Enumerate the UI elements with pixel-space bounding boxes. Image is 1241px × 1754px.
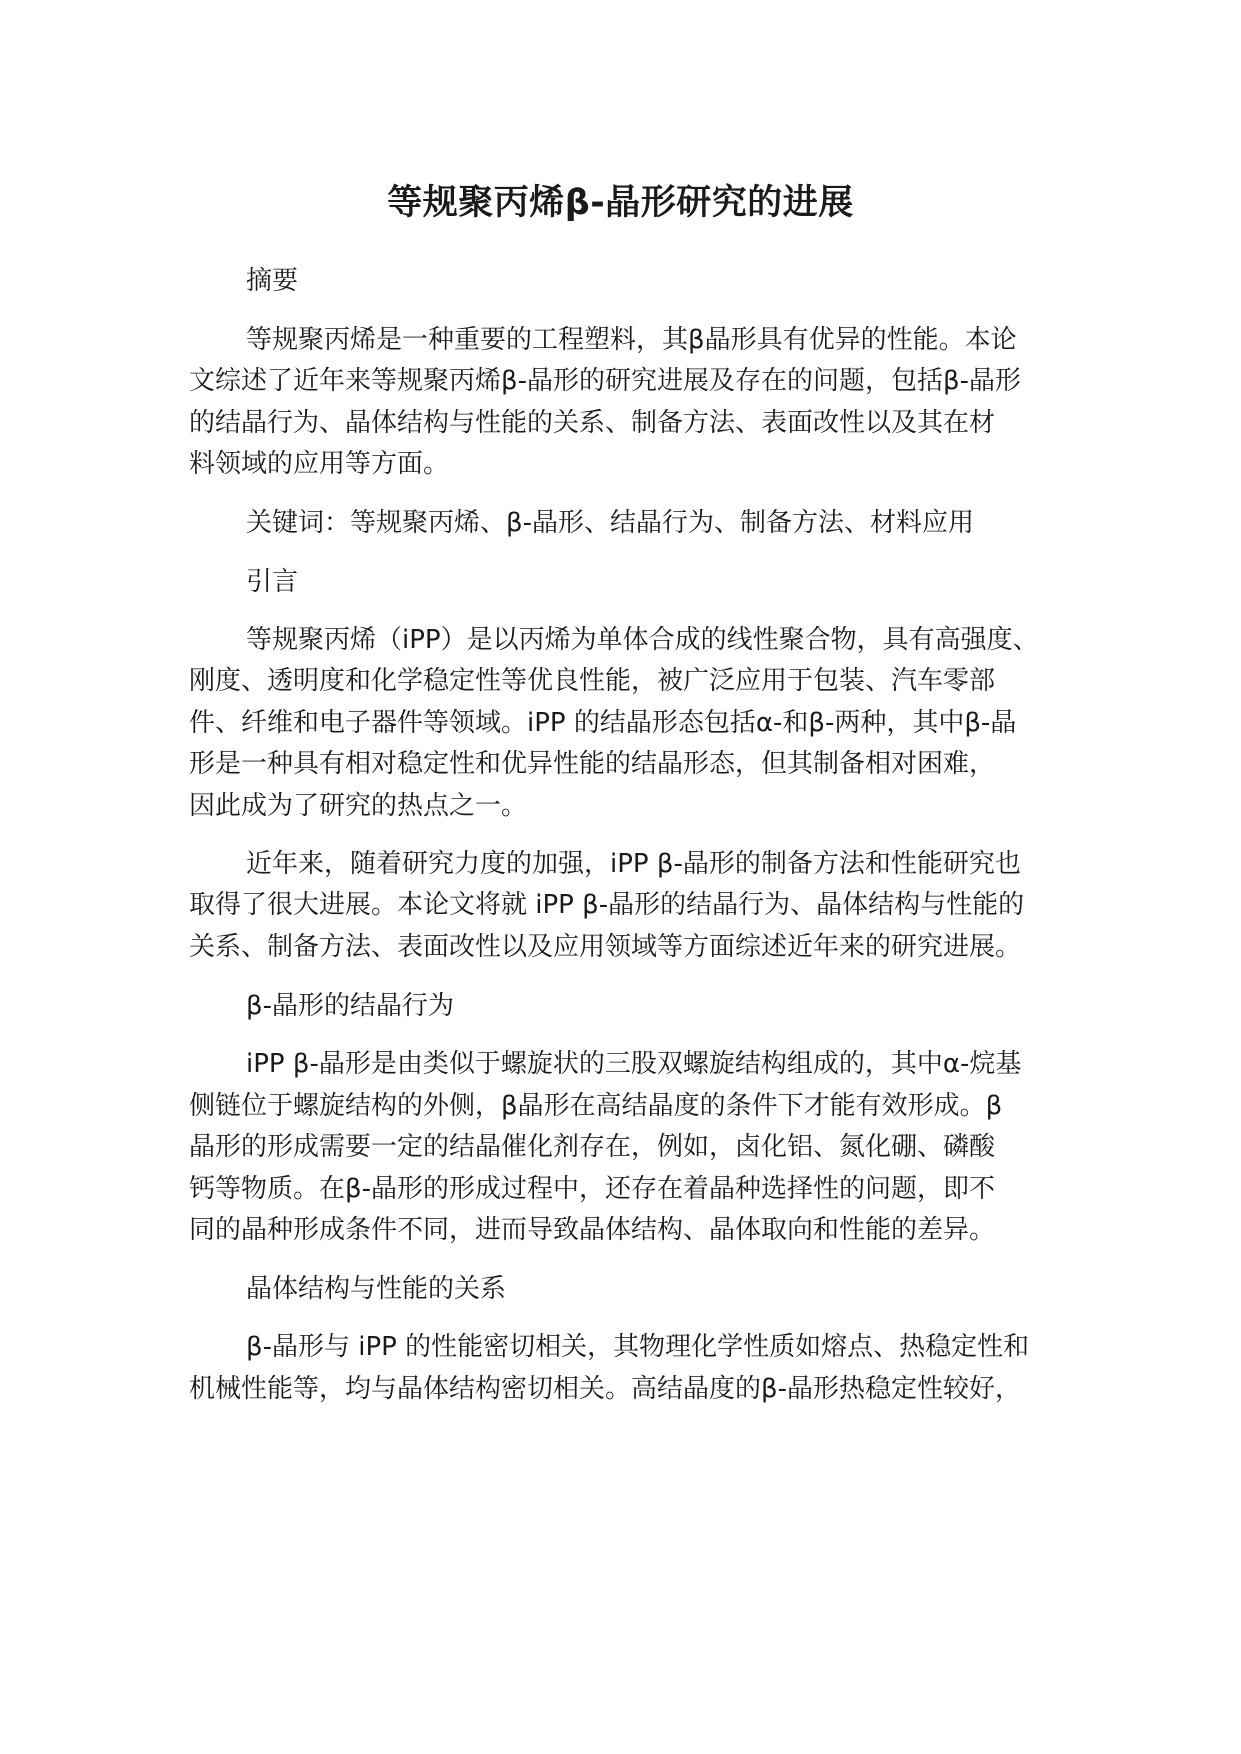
abstract-line: 料领域的应用等方面。 <box>189 449 450 479</box>
intro-p1-line: 形是一种具有相对稳定性和优异性能的结晶形态，但其制备相对困难， <box>189 749 996 779</box>
section2-line: β-晶形与 iPP 的性能密切相关，其物理化学性质如熔点、热稳定性和 <box>246 1332 1030 1362</box>
intro-p1-line: 件、纤维和电子器件等领域。iPP 的结晶形态包括α-和β-两种，其中β-晶 <box>189 708 1017 738</box>
intro-p2-line: 关系、制备方法、表面改性以及应用领域等方面综述近年来的研究进展。 <box>189 932 1022 962</box>
keywords-line: 关键词：等规聚丙烯、β-晶形、结晶行为、制备方法、材料应用 <box>246 508 974 538</box>
intro-p1-line: 因此成为了研究的热点之一。 <box>189 791 528 821</box>
section1-line: 同的晶种形成条件不同，进而导致晶体结构、晶体取向和性能的差异。 <box>189 1215 996 1245</box>
intro-p1-line: 等规聚丙烯（iPP）是以丙烯为单体合成的线性聚合物，具有高强度、 <box>246 625 1039 655</box>
section1-line: 钙等物质。在β-晶形的形成过程中，还存在着晶种选择性的问题，即不 <box>189 1174 995 1204</box>
section-heading-crystallization: β-晶形的结晶行为 <box>246 991 454 1021</box>
section-heading-structure-properties: 晶体结构与性能的关系 <box>246 1274 507 1304</box>
intro-heading: 引言 <box>246 567 299 597</box>
intro-p2-line: 近年来，随着研究力度的加强，iPP β-晶形的制备方法和性能研究也 <box>246 849 1021 879</box>
intro-p1-line: 刚度、透明度和化学稳定性等优良性能，被广泛应用于包装、汽车零部 <box>189 666 996 696</box>
abstract-line: 文综述了近年来等规聚丙烯β-晶形的研究进展及存在的问题，包括β-晶形 <box>189 366 1021 396</box>
abstract-line: 的结晶行为、晶体结构与性能的关系、制备方法、表面改性以及其在材 <box>189 408 996 438</box>
section1-line: 侧链位于螺旋结构的外侧，β晶形在高结晶度的条件下才能有效形成。β <box>189 1091 1003 1121</box>
abstract-heading: 摘要 <box>246 266 299 296</box>
intro-p2-line: 取得了很大进展。本论文将就 iPP β-晶形的结晶行为、晶体结构与性能的 <box>189 890 1025 920</box>
page-title: 等规聚丙烯β-晶形研究的进展 <box>387 183 854 223</box>
abstract-line: 等规聚丙烯是一种重要的工程塑料，其β晶形具有优异的性能。本论 <box>246 325 1017 355</box>
section2-line: 机械性能等，均与晶体结构密切相关。高结晶度的β-晶形热稳定性较好， <box>189 1374 1021 1404</box>
section1-line: iPP β-晶形是由类似于螺旋状的三股双螺旋结构组成的，其中α-烷基 <box>246 1049 1022 1079</box>
section1-line: 晶形的形成需要一定的结晶催化剂存在，例如，卤化铝、氮化硼、磷酸 <box>189 1132 996 1162</box>
